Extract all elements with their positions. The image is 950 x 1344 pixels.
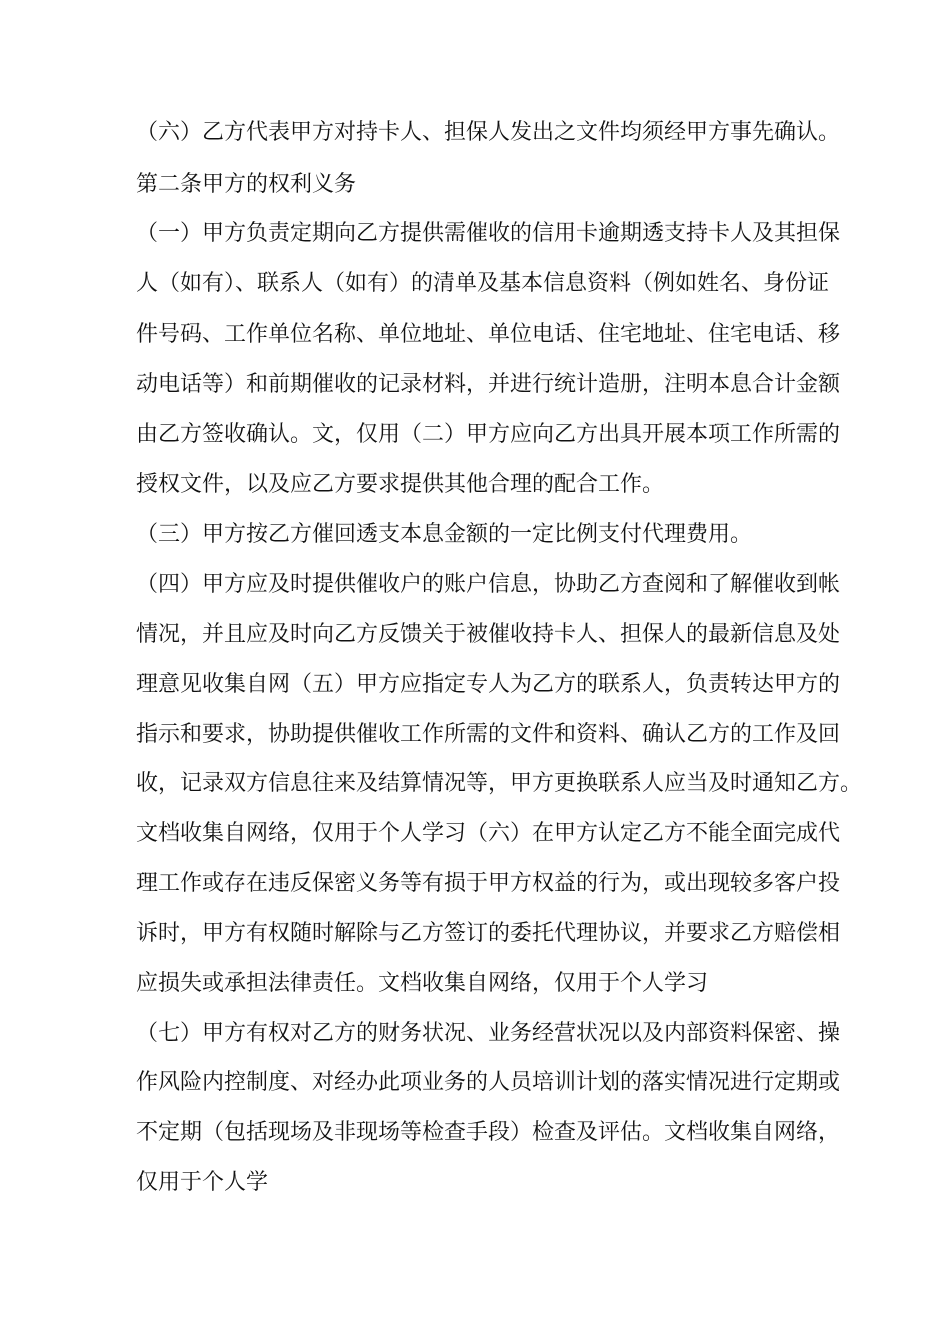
paragraph-line: 应损失或承担法律责任。文档收集自网络，仅用于个人学习	[136, 971, 709, 996]
paragraph-line: （六）乙方代表甲方对持卡人、担保人发出之文件均须经甲方事先确认。	[136, 120, 841, 145]
paragraph-line: 作风险内控制度、对经办此项业务的人员培训计划的落实情况进行定期或	[136, 1070, 841, 1095]
paragraph-line: 指示和要求，协助提供催收工作所需的文件和资料、确认乙方的工作及回	[136, 722, 841, 747]
paragraph-line: （四）甲方应及时提供催收户的账户信息，协助乙方查阅和了解催收到帐	[136, 572, 841, 597]
paragraph-line: （一）甲方负责定期向乙方提供需催收的信用卡逾期透支持卡人及其担保	[136, 221, 841, 246]
paragraph-line: （三）甲方按乙方催回透支本息金额的一定比例支付代理费用。	[136, 522, 753, 547]
paragraph-line: 情况，并且应及时向乙方反馈关于被催收持卡人、担保人的最新信息及处	[136, 622, 841, 647]
paragraph-line: 理意见收集自网（五）甲方应指定专人为乙方的联系人，负责转达甲方的	[136, 672, 841, 697]
paragraph-line: 仅用于个人学	[136, 1170, 269, 1195]
paragraph-line: 授权文件，以及应乙方要求提供其他合理的配合工作。	[136, 472, 665, 497]
paragraph-line: 不定期（包括现场及非现场等检查手段）检查及评估。文档收集自网络，	[136, 1120, 841, 1145]
paragraph-line: 文档收集自网络，仅用于个人学习（六）在甲方认定乙方不能全面完成代	[136, 821, 841, 846]
paragraph-line: （七）甲方有权对乙方的财务状况、业务经营状况以及内部资料保密、操	[136, 1021, 841, 1046]
paragraph-line: 动电话等）和前期催收的记录材料，并进行统计造册，注明本息合计金额	[136, 372, 841, 397]
paragraph-line: 收，记录双方信息往来及结算情况等，甲方更换联系人应当及时通知乙方。	[136, 771, 863, 796]
paragraph-line: 理工作或存在违反保密义务等有损于甲方权益的行为，或出现较多客户投	[136, 871, 841, 896]
section-heading: 第二条甲方的权利义务	[136, 172, 357, 197]
paragraph-line: 诉时，甲方有权随时解除与乙方签订的委托代理协议，并要求乙方赔偿相	[136, 921, 841, 946]
paragraph-line: 由乙方签收确认。文，仅用（二）甲方应向乙方出具开展本项工作所需的	[136, 422, 841, 447]
paragraph-line: 件号码、工作单位名称、单位地址、单位电话、住宅地址、住宅电话、移	[136, 322, 841, 347]
paragraph-line: 人（如有）、联系人（如有）的清单及基本信息资料（例如姓名、身份证	[136, 271, 830, 296]
